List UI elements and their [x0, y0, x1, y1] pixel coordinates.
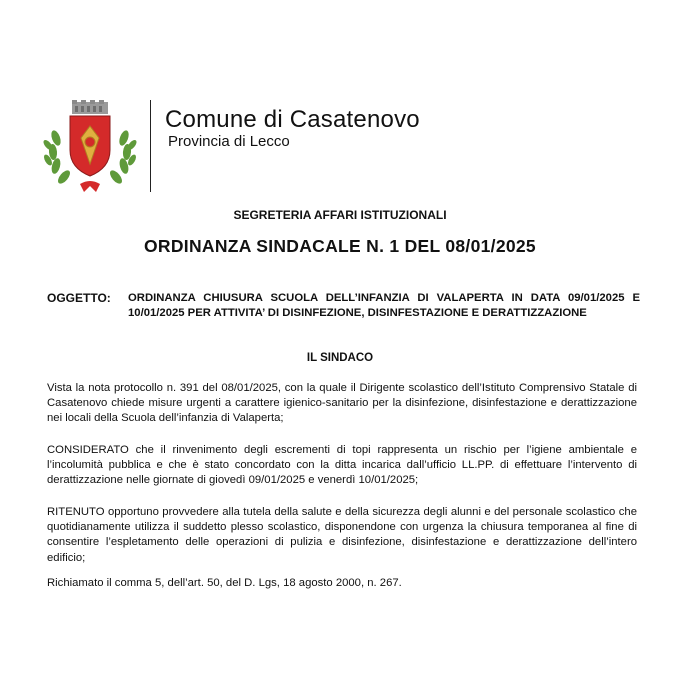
municipality-name: Comune di Casatenovo: [165, 106, 420, 133]
province-name: Provincia di Lecco: [168, 133, 290, 150]
ordinance-title: ORDINANZA SINDACALE N. 1 DEL 08/01/2025: [144, 236, 536, 256]
subject-text: ORDINANZA CHIUSURA SCUOLA DELL’INFANZIA DI VALAPERTA IN DATA 09/01/2025 E 10/01/2025 PER ATTIVITA’ DI DISINFEZIONE, DISINFESTAZIONE E DERATTIZZAZIONE: [128, 292, 640, 319]
crest-emblem-icon: [42, 98, 138, 194]
paragraph-richiamato: Richiamato il comma 5, dell’art. 50, del D. Lgs, 18 agosto 2000, n. 267.: [47, 577, 402, 589]
subject-label: OGGETTO:: [47, 291, 111, 305]
municipal-crest: [42, 98, 138, 194]
mayor-heading: IL SINDACO: [306, 352, 374, 364]
header-divider: [150, 100, 151, 192]
paragraph-considerato: CONSIDERATO che il rinvenimento degli escrementi di topi rappresenta un rischio per l’igiene ambientale e l’incolumità pubblica e che è stato concordato con la ditta incarica dall’ufficio LL.PP. di effettuare l’intervento di derattizzazione nelle giornate di giovedì 09/01/2025 e venerdì 10/01/2025;: [47, 444, 637, 487]
paragraph-vista: Vista la nota protocollo n. 391 del 08/01/2025, con la quale il Dirigente scolastico dell’Istituto Comprensivo Statale di Casatenovo chiede misure urgenti a carattere igienico-sanitario per la disinfezione, disinfestazione e derattizzazione nei locali della Scuola dell’infanzia di Valaperta;: [47, 382, 637, 425]
department-heading: SEGRETERIA AFFARI ISTITUZIONALI: [233, 208, 447, 222]
paragraph-ritenuto: RITENUTO opportuno provvedere alla tutela della salute e della sicurezza degli alunni e del personale scolastico che quotidianamente utilizza il suddetto plesso scolastico, disponendone con urgenza la chiusura temporanea al fine di consentire l’espletamento delle operazioni di pulizia e disinfezione, disinfestazione e derattizzazione dell’intero edificio;: [47, 506, 637, 564]
